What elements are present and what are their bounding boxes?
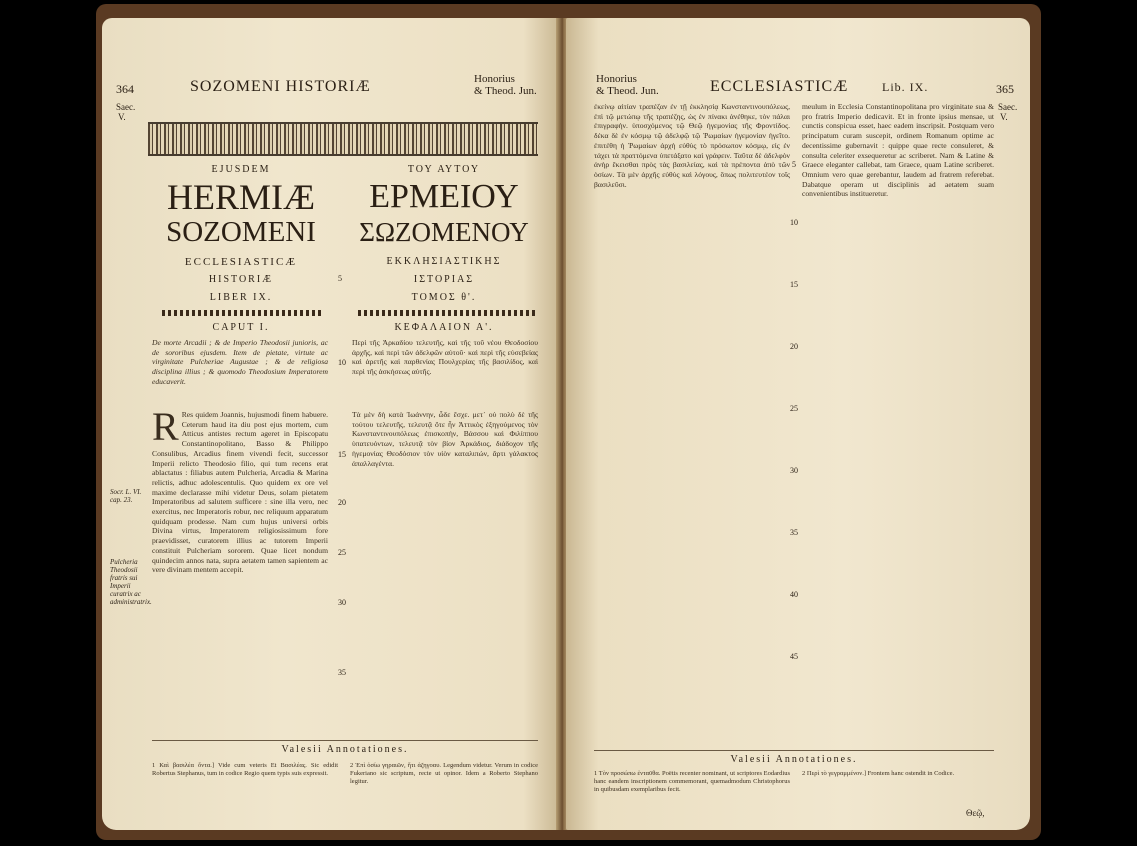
right-annotations-heading: Valesii Annotationes. (730, 754, 858, 765)
right-running-head-lib: Lib. IX. (882, 80, 929, 94)
line-number: 15 (338, 450, 346, 459)
ornament-rule-greek (358, 310, 538, 316)
latin-chapter-summary: De morte Arcadii ; & de Imperio Theodosii junioris, ac de sororibus ejusdem. Item de pietate, virtute ac virginitate Pulcheriae Augustae ; & de religiosa disciplina illius ; & quomodo Theodosium Imperatorem educaverit. (152, 338, 328, 386)
line-number: 40 (790, 590, 798, 599)
latin-main-text (152, 410, 328, 732)
line-number: 10 (338, 358, 346, 367)
latin-title-5: HISTORIÆ (208, 274, 274, 285)
greek-title-1: ΤΟΥ ΑΥΤΟΥ (407, 164, 481, 175)
title-line-number: 5 (338, 274, 342, 283)
line-number: 30 (338, 598, 346, 607)
right-latin-text: meulum in Ecclesia Constantinopolitana pro virginitate sua & pro fratris Imperio dedicavit. Et in fronte ipsius mensae, ut cunctis conspicua esset, haec eadem inscripsit. Postquam vero principatum curam suscepit, ordinem Romanum optime ac decentissime gubernavit : quippe quae recte consuleret, & consulta celeriter exsequeretur ac scriberet. Nam & Latine & Graece eleganter callebat, tam Graece, quam Latine scriberet. Omnium vero quae gerebantur, laudem ad fratrem referebat. Dabatque operam ut disciplinis ad aetatem suam convenientibus institueretur. (802, 102, 994, 199)
chapter-latin: CAPUT I. (212, 322, 270, 333)
margin-note-socrates: Socr. L. VI. cap. 23. (110, 488, 142, 504)
line-number: 20 (790, 342, 798, 351)
line-number: 10 (790, 218, 798, 227)
right-running-head-left-1: Honorius (596, 73, 637, 85)
left-page-number: 364 (116, 82, 134, 96)
greek-chapter-summary: Περὶ τῆς Ἀρκαδίου τελευτῆς, καὶ τῆς τοῦ νέου Θεοδοσίου ἀρχῆς, καὶ περὶ τῶν ἀδελφῶν αὐτοῦ· καὶ περὶ τῆς εὐσεβείας καὶ ἀρετῆς καὶ παρθενίας Πουλχερίας τῆς βασιλίδος, καὶ περὶ τῆς ἀσκήσεως αὐτῆς. (352, 338, 538, 377)
right-greek-text: ἐκείνῳ αἰτίαν τραπέζαν ἐν τῇ ἐκκλησίᾳ Κωνσταντινουπόλεως, ἐπὶ τῷ μετώπῳ τῆς τραπέζης, ὡς ἐν πίνακι ἀνέθηκε, τὸν πάλαι ἐπιγραφὴν. ὑποσχόμενος τῷ Θεῷ ἡγεμονίας τῆς Φροντίδος. δέκα δὲ ἐν κόσμῳ τῷ ἀδελφῷ τῷ Ῥωμαίων ἡγεμονίαν ἡγεῖτο. ἐπιτέθη ἡ Ῥωμαίων ἀρχὴ εὐθὺς τὸ πρόσωπον κόσμῳ, εἰς ἐν τάχει τὰ πραττόμενα ὑπετάξατο καὶ γράφειν. Ταῦτα δὲ ἀδελφὸν ἀνὴρ ἔκεισθαι πρὸς τὰς βασιλείας, καὶ τὰ πρέποντα ἀπὸ τῶν ὁσίων. Τὰ μὲν ἀρχῆς εὐθὺς καὶ λόγους, ὅπως πολιτευτέον τοῖς βασιλεῦσι. (594, 102, 790, 189)
latin-title-2: HERMIÆ (166, 177, 315, 217)
left-annotation-2: 2 Ἐπὶ ὁσίω γηραιῶν, ἥτι ἀζηγοαυ. Legendum videtur. Verum in codice Fukeriano sic scriptum, recte ut opinor. Idem a Roberto Stephano legitur. (350, 762, 538, 785)
left-margin-saec-2: V. (118, 112, 126, 122)
greek-main-text: Τὰ μὲν δὴ κατὰ Ἰωάννην, ὧδε ἔσχε. μετ᾽ οὐ πολὺ δὲ τῆς τούτου τελευτῆς, τελευτᾷ ὅτε ἦν Ἀττικὸς ἐξηγούμενος τὸν Κωνσταντινουπόλεως ἐπισκοπὴν, Βάσσου καὶ Φιλίππου ὑπατευόντων, τελευτᾷ τὸν βίον Ἀρκάδιος, διάδοχον τῆς ἡγεμονίας Θεοδόσιον τὸν υἱὸν καταλιπών, ἄρτι γάλακτος ἀπαλλαγέντα. (352, 410, 538, 468)
right-annotation-2: 2 Περὶ τὸ γεγραμμένον.] Frontem hanc ostendit in Codice. (802, 770, 955, 777)
ornament-rule-latin (162, 310, 322, 316)
latin-title-6: LIBER IX. (209, 292, 273, 303)
dropcap-r: R (152, 410, 179, 449)
latin-main-text-body: Res quidem Joannis, hujusmodi finem habuere. Ceterum haud ita diu post ejus mortem, cum Atticus antistes rectum ageret in Episcopatu Constantinopolitano, Basso & Philippo Consulibus, Arcadius finem vivendi fecit, successor Imperii relicto Theodosio filio, qui tum recens erat ablactatus : filiabus autem Pulcheria, Arcadia & Marina relictis, adhuc adolescentulis. Quo quidem ex ore vel maxime declarasse mihi videtur Deus, solam pietatem Imperatoribus ad salutem sufficere : sine illa vero, nec exercitus, nec Imperatoris robur, nec reliquum apparatum quidquam prodesse. Nam cum hujus universi orbis Divina virtus, Imperatorem religiosissimum fore praevidisset, curatorem illius ac tutorem Imperii constituit Pulcheriam sororem. Quae licet nondum quindecim annos nata, supra aetatem tamen sapientem ac vere divinam mentem accepit. (152, 410, 328, 575)
line-number: 20 (338, 498, 346, 507)
headpiece-ornament (148, 122, 538, 156)
greek-title-5: ΙΣΤΟΡΙΑΣ (413, 274, 475, 285)
right-running-head: ECCLESIASTICÆ (710, 78, 849, 95)
left-running-head-right-2: & Theod. Jun. (474, 85, 537, 97)
margin-note-pulcheria: Pulcheria Theodosii fratris sui Imperii curatrix ac administratrix. (110, 558, 152, 606)
greek-title-4: ΕΚΚΛΗΣΙΑΣΤΙΚΗΣ (386, 256, 502, 267)
line-number: 25 (790, 404, 798, 413)
right-margin-saec-1: Saec. (998, 102, 1018, 112)
latin-title-3: SOZOMENI (166, 216, 316, 248)
catchword: Θεῷ, (966, 808, 985, 818)
right-page-number: 365 (996, 82, 1014, 96)
left-running-head: SOZOMENI HISTORIÆ (190, 78, 371, 95)
line-number: 45 (790, 652, 798, 661)
line-number: 15 (790, 280, 798, 289)
latin-title-4: ECCLESIASTICÆ (184, 256, 298, 268)
right-running-head-left-2: & Theod. Jun. (596, 85, 659, 97)
right-margin-saec-2: V. (1000, 112, 1008, 122)
line-number: 25 (338, 548, 346, 557)
greek-title-3: ΣΩΖΟΜΕΝΟΥ (359, 217, 529, 247)
line-number: 35 (338, 668, 346, 677)
left-page (102, 18, 560, 830)
right-page (566, 18, 1030, 830)
greek-title-2: ΕΡΜΕΙΟΥ (369, 178, 519, 215)
line-number: 30 (790, 466, 798, 475)
left-margin-saec-1: Saec. (116, 102, 136, 112)
right-annotations-rule (594, 750, 994, 751)
chapter-greek: ΚΕΦΑΛΑΙΟΝ Α'. (394, 322, 494, 333)
latin-title-1: EJUSDEM (211, 164, 271, 175)
line-number: 5 (792, 160, 796, 169)
annotations-rule (152, 740, 538, 741)
line-number: 35 (790, 528, 798, 537)
left-annotation-1: 1 Καὶ βασιλέα ὄντα.] Vide cum veteris Et Βασιλέας. Sic edidit Robertus Stephanus, tum in codice Regio quem typis suis expressit. (152, 762, 338, 777)
greek-title-6: ΤΟΜΟΣ θ'. (411, 292, 477, 303)
right-annotation-1: 1 Τὸν προσώπω ἐνταῦθα. Poëtis recenter nominant, ut scriptores Eodardius hanc eandem inscriptionem commemorant, quemadmodum Christophorus in quibusdam exemplaribus fecit. (594, 770, 790, 793)
left-annotations-heading: Valesii Annotationes. (281, 744, 409, 755)
left-running-head-right-1: Honorius (474, 73, 515, 85)
